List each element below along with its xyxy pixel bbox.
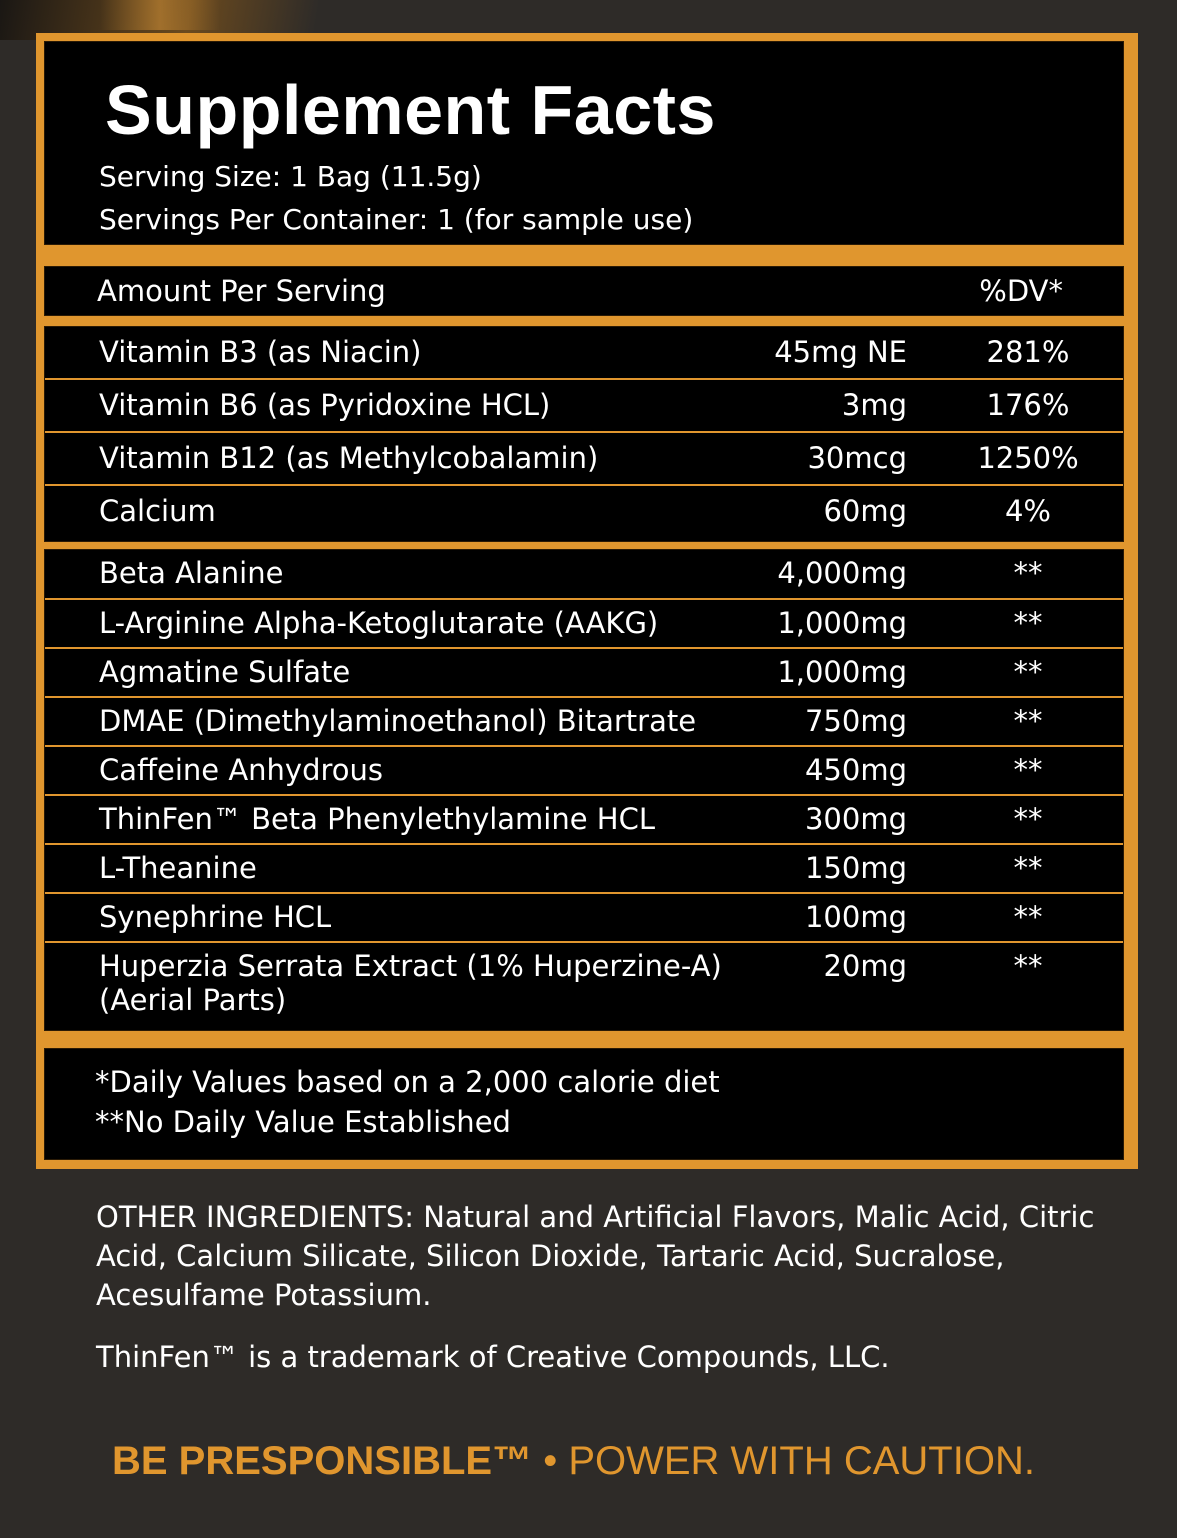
table-row	[45, 380, 1123, 433]
ingredient-name: L-Theanine	[99, 851, 257, 885]
serving-size: Serving Size: 1 Bag (11.5g)	[99, 160, 482, 193]
trademark-note: ThinFen™ is a trademark of Creative Compounds, LLC.	[96, 1340, 890, 1374]
amount-header-bar	[44, 266, 1124, 316]
ingredients-table	[44, 549, 1124, 1031]
ingredient-amount: 1,000mg	[777, 606, 907, 640]
no-dv-footnote: **No Daily Value Established	[95, 1105, 511, 1139]
dv-footnote: *Daily Values based on a 2,000 calorie diet	[95, 1065, 720, 1099]
nutrient-name: Calcium	[99, 494, 216, 528]
ingredient-name: Agmatine Sulfate	[99, 655, 351, 689]
ingredient-name: Caffeine Anhydrous	[99, 753, 384, 787]
footnotes-section	[44, 1048, 1124, 1160]
ingredient-dv: **	[1013, 556, 1043, 590]
table-row	[45, 433, 1123, 486]
ingredient-dv: **	[1013, 900, 1043, 934]
nutrient-dv: 176%	[986, 388, 1070, 422]
ingredient-dv: **	[1013, 606, 1043, 640]
ingredient-subnote: (Aerial Parts)	[99, 983, 287, 1017]
servings-per-container: Servings Per Container: 1 (for sample use)	[99, 203, 694, 236]
ingredient-dv: **	[1013, 753, 1043, 787]
table-row	[45, 550, 1123, 600]
slogan-separator: •	[532, 1439, 569, 1483]
nutrient-dv: 4%	[1004, 494, 1051, 528]
nutrient-dv: 1250%	[977, 441, 1079, 475]
nutrient-amount: 45mg NE	[774, 335, 907, 369]
ingredient-amount: 100mg	[804, 900, 907, 934]
page-title: Supplement Facts	[105, 71, 716, 149]
nutrient-amount: 3mg	[841, 388, 907, 422]
ingredient-name: DMAE (Dimethylaminoethanol) Bitartrate	[99, 704, 697, 738]
ingredient-name: L-Arginine Alpha-Ketoglutarate (AAKG)	[99, 606, 659, 640]
slogan-rest: POWER WITH CAUTION.	[568, 1439, 1035, 1483]
table-row	[45, 698, 1123, 747]
table-row	[45, 327, 1123, 380]
ingredient-dv: **	[1013, 704, 1043, 738]
ingredient-dv: **	[1013, 802, 1043, 836]
ingredient-name: Huperzia Serrata Extract (1% Huperzine-A)	[99, 949, 722, 983]
table-row	[45, 845, 1123, 894]
nutrient-dv: 281%	[986, 335, 1070, 369]
nutrient-name: Vitamin B12 (as Methylcobalamin)	[99, 441, 599, 475]
ingredient-amount: 750mg	[804, 704, 907, 738]
ingredient-name: Synephrine HCL	[99, 900, 332, 934]
ingredient-amount: 4,000mg	[777, 556, 907, 590]
amount-per-serving-label: Amount Per Serving	[97, 274, 386, 308]
table-row	[45, 796, 1123, 845]
ingredient-amount: 150mg	[804, 851, 907, 885]
ingredient-amount: 450mg	[804, 753, 907, 787]
ingredient-amount: 20mg	[823, 949, 907, 983]
background-highlight	[100, 0, 220, 30]
ingredient-amount: 300mg	[804, 802, 907, 836]
table-row	[45, 943, 1123, 1029]
ingredient-amount: 1,000mg	[777, 655, 907, 689]
table-row	[45, 649, 1123, 698]
title-section	[44, 41, 1124, 245]
vitamins-table	[44, 326, 1124, 542]
table-row	[45, 894, 1123, 943]
nutrient-amount: 60mg	[823, 494, 907, 528]
table-row	[45, 486, 1123, 539]
supplement-facts-panel	[36, 33, 1138, 1169]
ingredient-name: ThinFen™ Beta Phenylethylamine HCL	[99, 802, 656, 836]
slogan	[112, 1438, 1035, 1484]
nutrient-name: Vitamin B6 (as Pyridoxine HCL)	[99, 388, 551, 422]
other-ingredients: OTHER INGREDIENTS: Natural and Artificial Flavors, Malic Acid, Citric Acid, Calcium Silicate, Silicon Dioxide, Tartaric Acid, Sucralose, Acesulfame Potassium.	[96, 1200, 1095, 1312]
ingredient-name: Beta Alanine	[99, 556, 284, 590]
ingredient-dv: **	[1013, 655, 1043, 689]
slogan-bold: BE PRESPONSIBLE™	[112, 1439, 533, 1483]
nutrient-amount: 30mcg	[807, 441, 907, 475]
dv-header-label: %DV*	[979, 274, 1063, 308]
table-row	[45, 747, 1123, 796]
nutrient-name: Vitamin B3 (as Niacin)	[99, 335, 422, 369]
table-row	[45, 600, 1123, 649]
ingredient-dv: **	[1013, 851, 1043, 885]
ingredient-dv: **	[1013, 949, 1043, 983]
